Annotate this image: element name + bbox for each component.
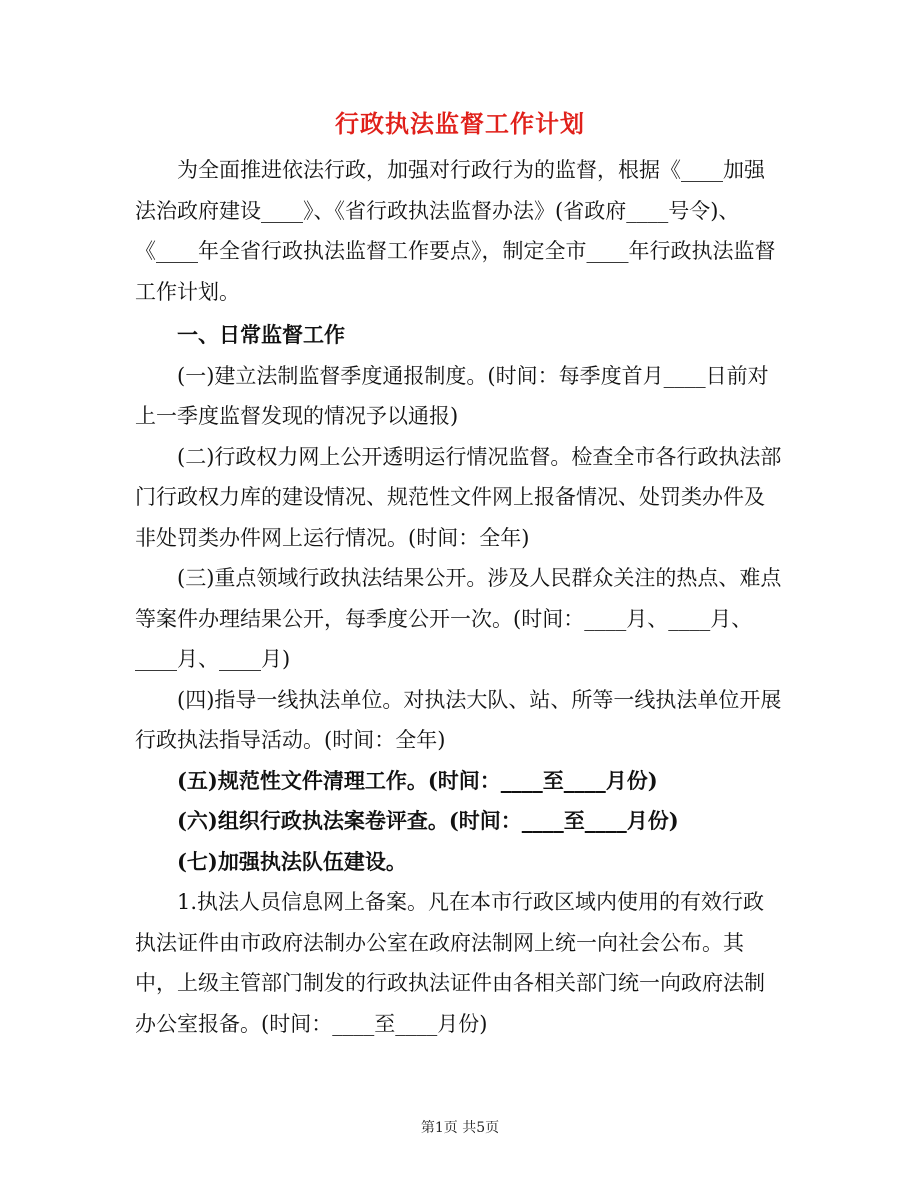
intro-paragraph: 为全面推进依法行政，加强对行政行为的监督，根据《____加强法治政府建设____》、《省行政执法监督办法》(省政府____号令)、《____年全省行政执法监督工作要点》，制定全市____年行政执法监督工作计划。 bbox=[135, 158, 776, 304]
list-item-7-1: 1.执法人员信息网上备案。凡在本市行政区域内使用的有效行政执法证件由市政府法制办公室在政府法制网上统一向社会公布。其中，上级主管部门制发的行政执法证件由各相关部门统一向政府法制办公室报备。(时间：____至____月份) bbox=[135, 890, 765, 1036]
list-item-7: (七)加强执法队伍建设。 bbox=[177, 848, 407, 874]
list-item-1: (一)建立法制监督季度通报制度。(时间：每季度首月____日前对上一季度监督发现的情况予以通报) bbox=[135, 363, 769, 428]
document-body bbox=[135, 150, 785, 1044]
list-item-6: (六)组织行政执法案卷评查。(时间：____至____月份) bbox=[177, 808, 679, 833]
section-heading-daily-supervision: 一、日常监督工作 bbox=[177, 322, 345, 347]
page-number: 第1页 共5页 bbox=[420, 1120, 500, 1136]
list-item-3: (三)重点领域行政执法结果公开。涉及人民群众关注的热点、难点等案件办理结果公开，每季度公开一次。(时间：____月、____月、____月、____月) bbox=[135, 566, 782, 671]
document-title: 行政执法监督工作计划 bbox=[335, 109, 585, 138]
list-item-2: (二)行政权力网上公开透明运行情况监督。检查全市各行政执法部门行政权力库的建设情况、规范性文件网上报备情况、处罚类办件及非处罚类办件网上运行情况。(时间：全年) bbox=[135, 444, 782, 550]
list-item-5: (五)规范性文件清理工作。(时间：____至____月份) bbox=[177, 767, 658, 793]
list-item-4: (四)指导一线执法单位。对执法大队、站、所等一线执法单位开展行政执法指导活动。(时间：全年) bbox=[135, 687, 782, 752]
